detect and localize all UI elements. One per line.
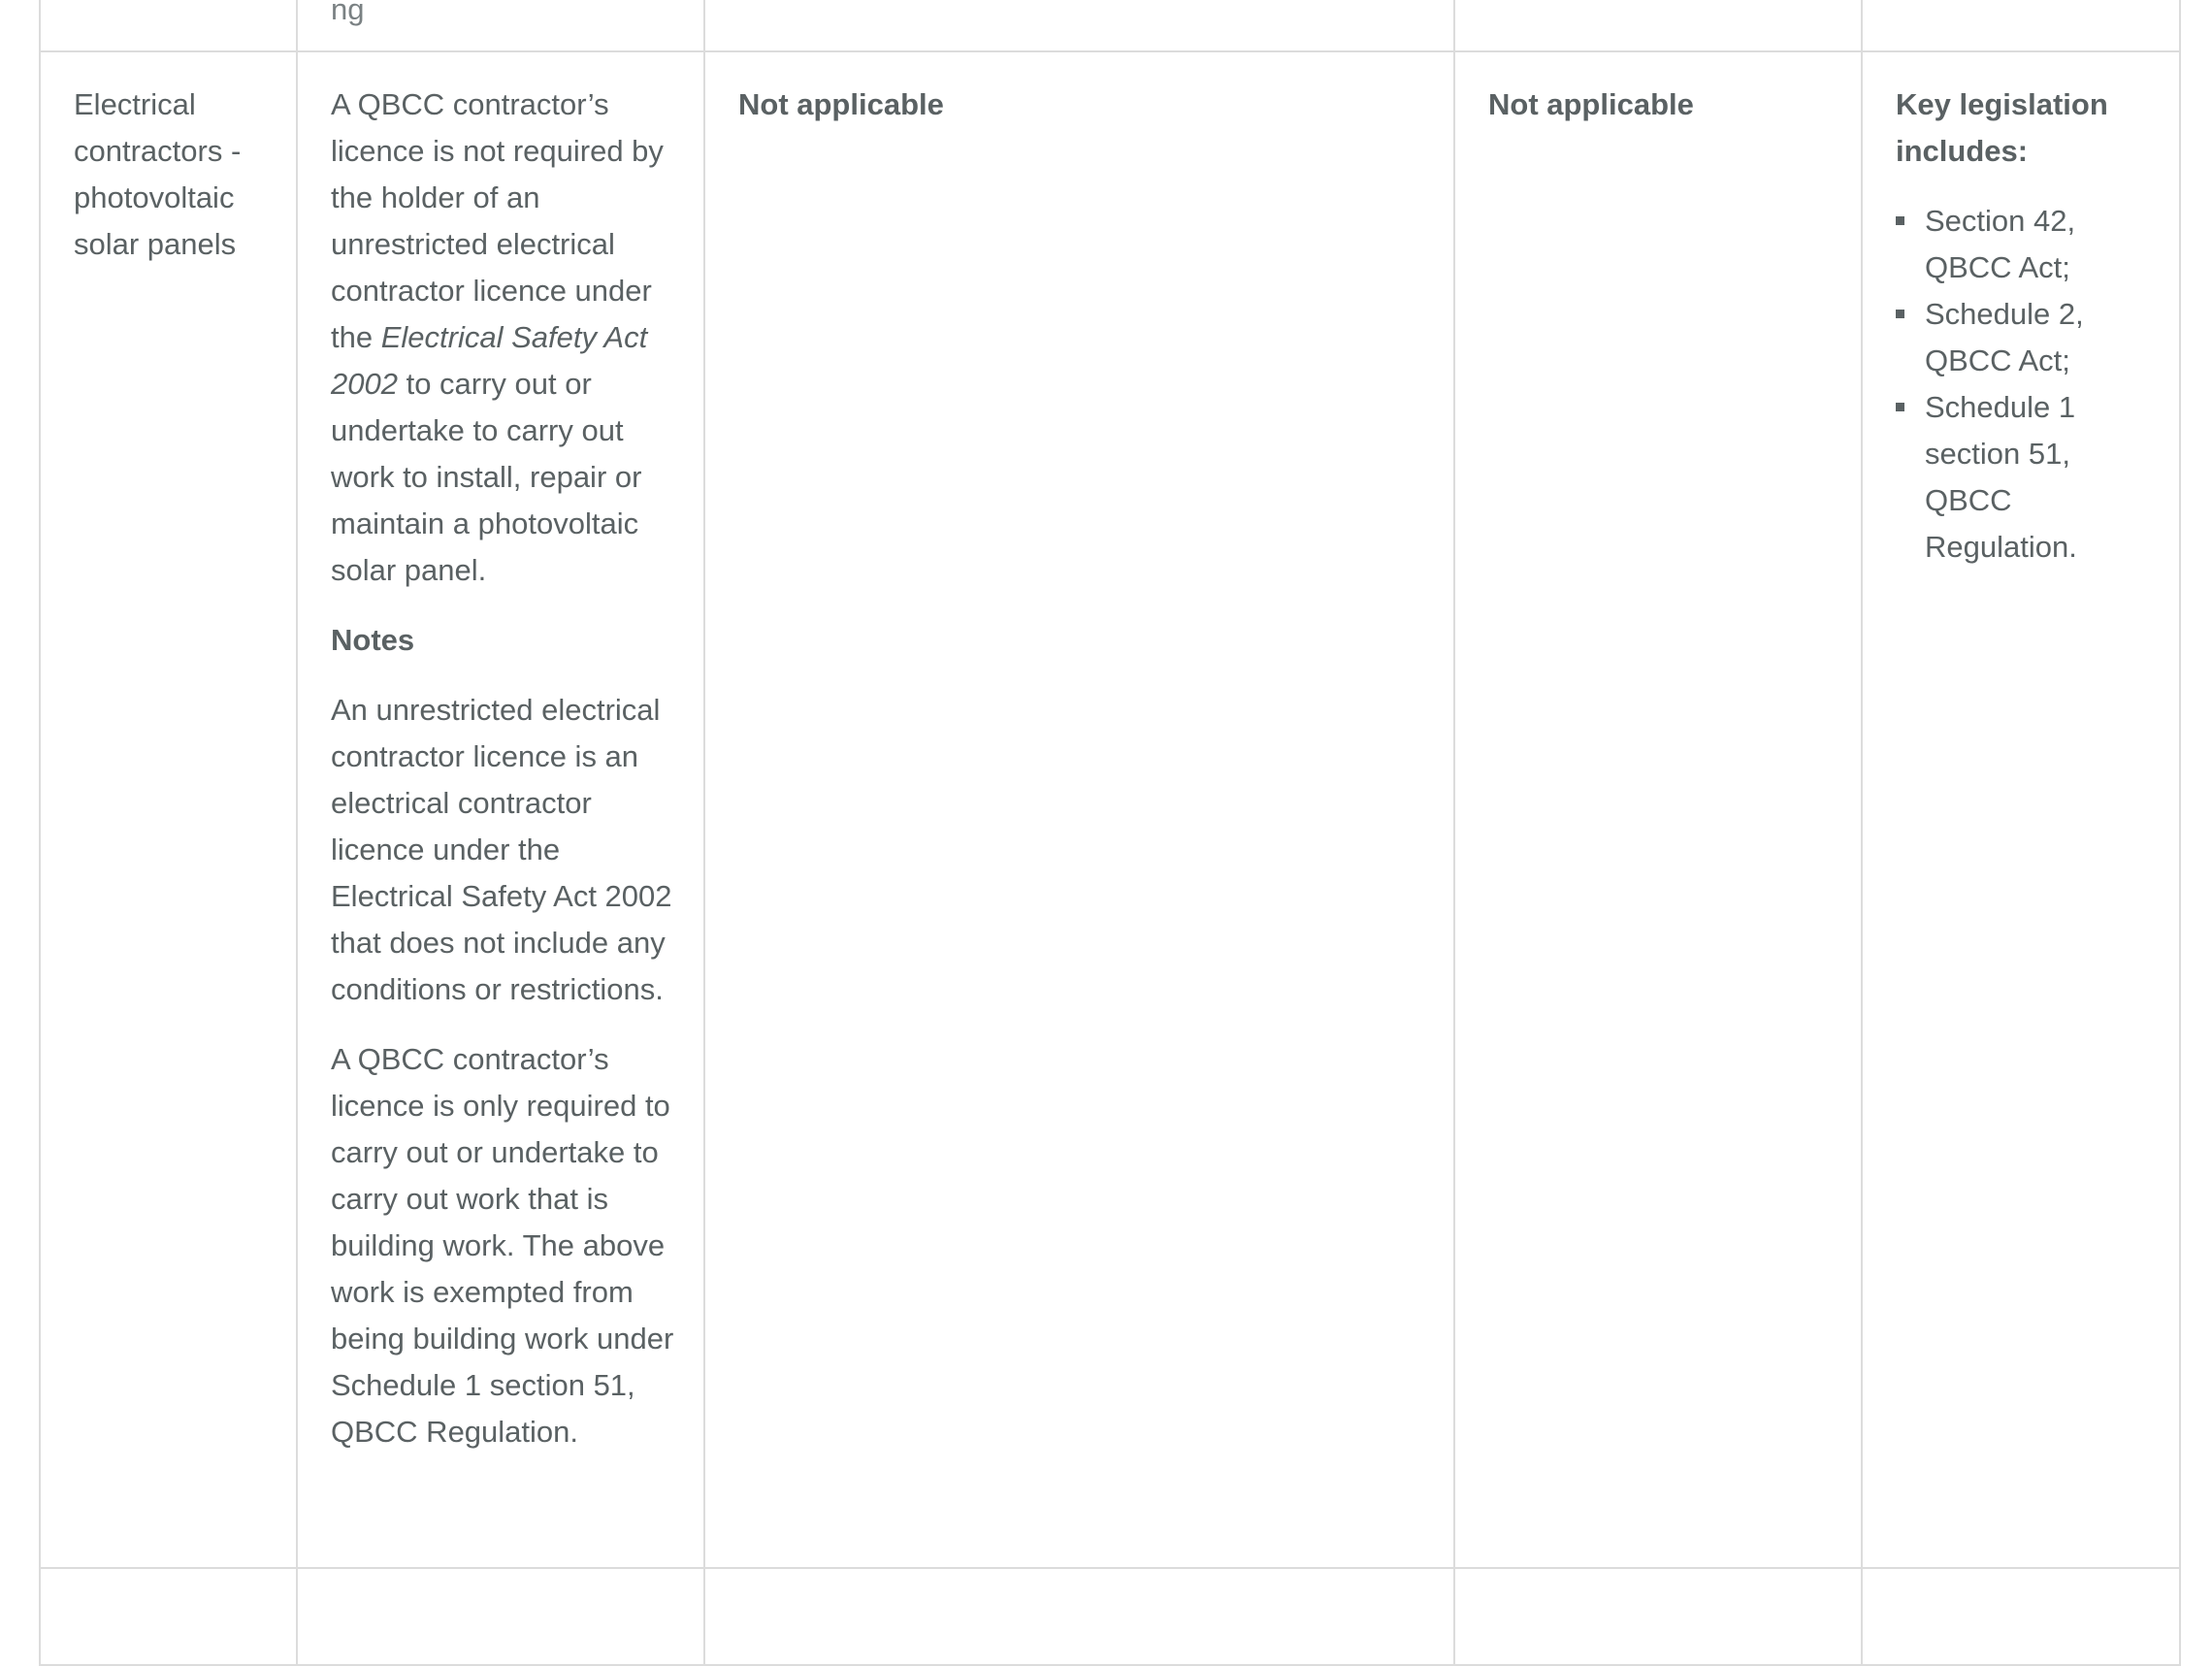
note-paragraph-2: A QBCC contractor’s licence is only required to carry out or undertake to carry out work that is building work. The above work is exempted from being building work under Schedule 1 section 51, QBCC Regulation. [331,1042,674,1449]
cell-col3 [704,51,1454,1568]
prev-cell-legislation [1862,0,2180,51]
square-bullet-icon [1896,310,1904,318]
next-cell-col4 [1454,1568,1862,1665]
cell-category [40,51,297,1568]
col4-value: Not applicable [1488,87,1694,121]
square-bullet-icon [1896,216,1904,225]
prev-cell-category [40,0,297,51]
cell-col4 [1454,51,1862,1568]
legislation-item [1925,198,2150,291]
requirement-act-name: Electrical Safety Act 2002 [331,320,648,401]
next-cell-requirement [297,1568,704,1665]
licensing-table-frame [39,0,2179,1650]
prev-cell-col3 [704,0,1454,51]
square-bullet-icon [1896,403,1904,411]
cell-requirement [297,51,704,1568]
table-row-next [40,1568,2180,1665]
col3-value: Not applicable [738,87,944,121]
legislation-item-text: Schedule 2, QBCC Act; [1925,297,2084,377]
legislation-item [1925,384,2150,571]
next-cell-col3 [704,1568,1454,1665]
requirement-intro-text: A QBCC contractor’s licence is not required by the holder of an unrestricted electrical contractor licence under the [331,87,664,354]
licensing-table [39,0,2181,1666]
requirement-paragraph [331,82,674,594]
table-row [40,51,2180,1568]
legislation-list [1896,198,2150,571]
legislation-heading: Key legislation includes: [1896,87,2108,168]
table-row-previous [40,0,2180,51]
category-text: Electrical contractors - photovoltaic solar panels [74,87,242,261]
note-paragraph-1: An unrestricted electrical contractor licence is an electrical contractor licence under the Electrical Safety Act 2002 that does not include any conditions or restrictions. [331,693,672,1006]
cell-legislation [1862,51,2180,1568]
legislation-item [1925,291,2150,384]
prev-cell-col4 [1454,0,1862,51]
next-cell-legislation [1862,1568,2180,1665]
requirement-intro-continuation: to carry out or undertake to carry out work to install, repair or maintain a photovoltaic solar panel. [331,367,642,587]
prev-cell-text-fragment: ng [331,0,365,26]
prev-cell-requirement [297,0,704,51]
notes-heading: Notes [331,623,415,657]
legislation-item-text: Section 42, QBCC Act; [1925,204,2076,284]
next-cell-category [40,1568,297,1665]
legislation-item-text: Schedule 1 section 51, QBCC Regulation. [1925,390,2077,564]
